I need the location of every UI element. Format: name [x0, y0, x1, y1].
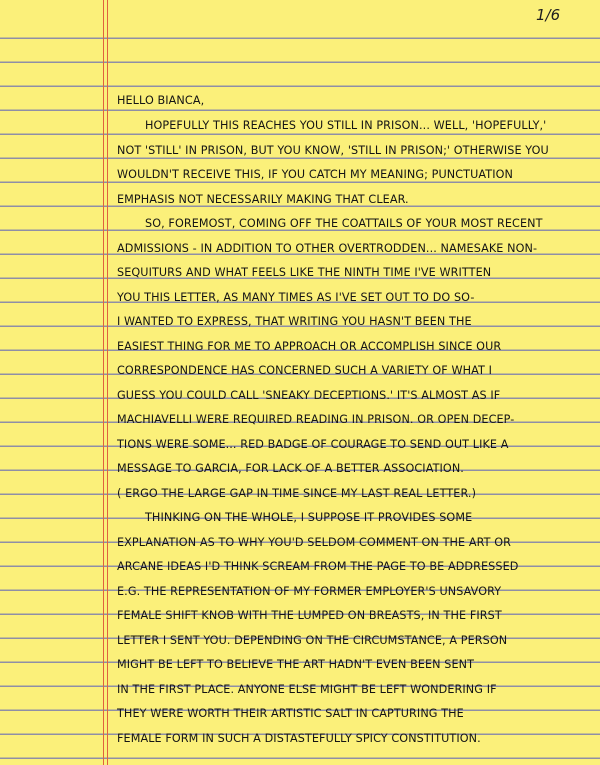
letter-line: THEY WERE WORTH THEIR ARTISTIC SALT IN CAPTURING THE [117, 707, 464, 720]
margin-line-right [107, 0, 108, 765]
letter-line: WOULDN'T RECEIVE THIS, IF YOU CATCH MY MEANING; PUNCTUATION [117, 168, 513, 181]
letter-line: YOU THIS LETTER, AS MANY TIMES AS I'VE SET OUT TO DO SO- [117, 291, 475, 304]
letter-line: CORRESPONDENCE HAS CONCERNED SUCH A VARIETY OF WHAT I [117, 364, 492, 377]
page-number: 1/6 [536, 6, 561, 24]
letter-line: EMPHASIS NOT NECESSARILY MAKING THAT CLEAR. [117, 193, 409, 206]
letter-line: FEMALE FORM IN SUCH A DISTASTEFULLY SPICY CONSTITUTION. [117, 732, 481, 745]
letter-line: MIGHT BE LEFT TO BELIEVE THE ART HADN'T EVEN BEEN SENT [117, 658, 475, 671]
letter-line: EASIEST THING FOR ME TO APPROACH OR ACCOMPLISH SINCE OUR [117, 340, 502, 353]
letter-line: ( ERGO THE LARGE GAP IN TIME SINCE MY LAST REAL LETTER.) [117, 487, 477, 500]
letter-line: GUESS YOU COULD CALL 'SNEAKY DECEPTIONS.' IT'S ALMOST AS IF [117, 389, 501, 402]
letter-line: MESSAGE TO GARCIA, FOR LACK OF A BETTER ASSOCIATION. [117, 462, 464, 475]
letter-line: MACHIAVELLI WERE REQUIRED READING IN PRISON. OR OPEN DECEP- [117, 413, 515, 426]
letter-line: NOT 'STILL' IN PRISON, BUT YOU KNOW, 'STILL IN PRISON;' OTHERWISE YOU [117, 144, 549, 157]
letter-line: ADMISSIONS - IN ADDITION TO OTHER OVERTRODDEN... NAMESAKE NON- [117, 242, 538, 255]
letter-line: ARCANE IDEAS I'D THINK SCREAM FROM THE PAGE TO BE ADDRESSED [117, 560, 519, 573]
letter-line: SO, FOREMOST, COMING OFF THE COATTAILS OF YOUR MOST RECENT [145, 217, 543, 230]
letter-line: HELLO BIANCA, [117, 94, 205, 107]
letter-line: E.G. THE REPRESENTATION OF MY FORMER EMPLOYER'S UNSAVORY [117, 585, 502, 598]
margin-line-left [103, 0, 104, 765]
letter-line: EXPLANATION AS TO WHY YOU'D SELDOM COMMENT ON THE ART OR [117, 536, 512, 549]
letter-line: I WANTED TO EXPRESS, THAT WRITING YOU HASN'T BEEN THE [117, 315, 472, 328]
letter-line: SEQUITURS AND WHAT FEELS LIKE THE NINTH TIME I'VE WRITTEN [117, 266, 492, 279]
letter-line: LETTER I SENT YOU. DEPENDING ON THE CIRCUMSTANCE, A PERSON [117, 634, 508, 647]
letter-line: FEMALE SHIFT KNOB WITH THE LUMPED ON BREASTS, IN THE FIRST [117, 609, 502, 622]
letter-line: THINKING ON THE WHOLE, I SUPPOSE IT PROVIDES SOME [145, 511, 473, 524]
letter-line: TIONS WERE SOME... RED BADGE OF COURAGE TO SEND OUT LIKE A [117, 438, 509, 451]
letter-line: IN THE FIRST PLACE. ANYONE ELSE MIGHT BE LEFT WONDERING IF [117, 683, 497, 696]
letter-line: HOPEFULLY THIS REACHES YOU STILL IN PRISON... WELL, 'HOPEFULLY,' [145, 119, 547, 132]
